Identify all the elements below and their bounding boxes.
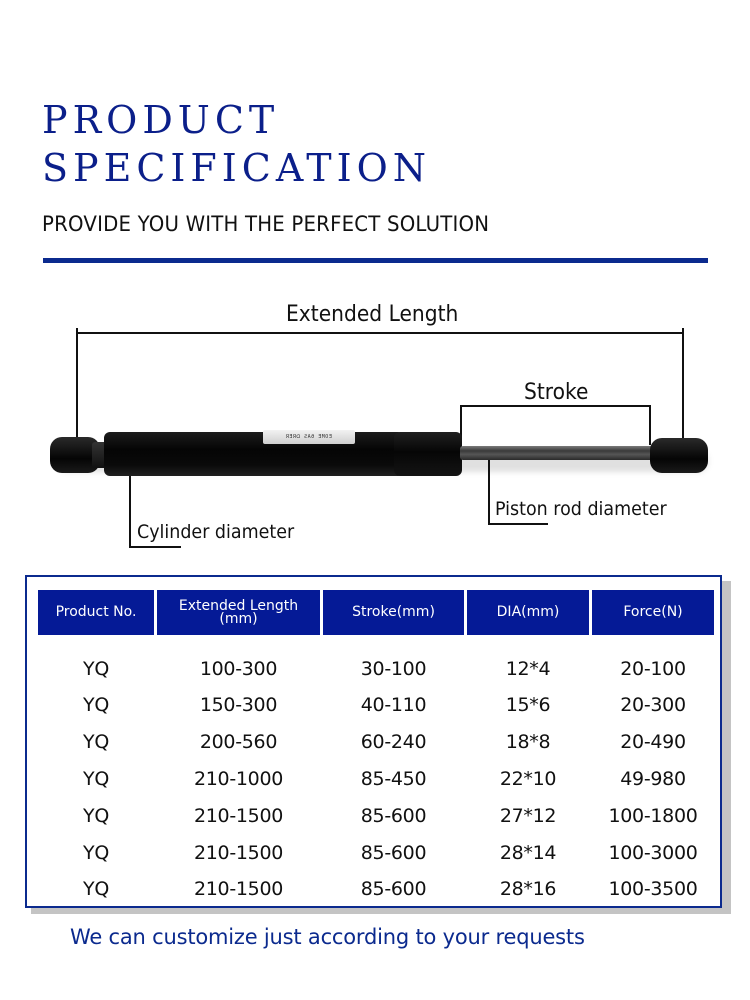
piston-rod-diameter-underline bbox=[488, 523, 548, 525]
cell-product-no: YQ bbox=[83, 841, 109, 864]
cell-dia: 28*16 bbox=[499, 878, 557, 901]
table-row bbox=[27, 871, 720, 908]
table-row bbox=[27, 724, 720, 761]
extended-length-left-tick bbox=[76, 328, 78, 444]
cell-dia: 27*12 bbox=[499, 804, 557, 827]
piston-rod bbox=[460, 446, 656, 460]
cylinder-diameter-underline bbox=[129, 546, 181, 548]
column-header-label: Force(N) bbox=[623, 604, 683, 620]
piston-rod-diameter-label: Piston rod diameter bbox=[495, 498, 667, 520]
cell-product-no: YQ bbox=[83, 804, 109, 827]
gas-spring-diagram bbox=[0, 290, 750, 570]
cylinder-end-sleeve bbox=[394, 432, 462, 476]
page-subtitle: PROVIDE YOU WITH THE PERFECT SOLUTION bbox=[42, 212, 490, 236]
cell-product-no: YQ bbox=[83, 657, 109, 680]
column-header-label: DIA(mm) bbox=[496, 604, 560, 620]
cell-dia: 28*14 bbox=[499, 841, 557, 864]
cell-force: 100-3500 bbox=[608, 878, 698, 901]
cylinder-diameter-leader bbox=[129, 476, 131, 548]
column-header-unit: (mm) bbox=[219, 610, 258, 627]
title-divider bbox=[43, 258, 708, 263]
cell-stroke: 85-600 bbox=[360, 878, 427, 901]
cell-dia: 18*8 bbox=[505, 731, 551, 754]
cell-product-no: YQ bbox=[83, 731, 109, 754]
cell-extended-length: 150-300 bbox=[199, 694, 278, 717]
cell-product-no: YQ bbox=[83, 878, 109, 901]
cell-dia: 22*10 bbox=[499, 767, 557, 790]
page-title-line-1: PRODUCT bbox=[42, 98, 280, 142]
cell-dia: 15*6 bbox=[505, 694, 551, 717]
column-header-dia bbox=[467, 590, 589, 635]
cell-extended-length: 210-1500 bbox=[193, 804, 284, 827]
page-title-line-2: SPECIFICATION bbox=[42, 146, 432, 190]
column-header-force bbox=[592, 590, 714, 635]
table-row bbox=[27, 687, 720, 724]
column-header-label: Stroke(mm) bbox=[352, 604, 435, 620]
cell-force: 20-300 bbox=[620, 694, 686, 717]
cell-extended-length: 210-1500 bbox=[193, 878, 284, 901]
stroke-right-tick bbox=[649, 405, 651, 445]
extended-length-label: Extended Length bbox=[286, 302, 459, 327]
column-header-extended-length bbox=[157, 590, 320, 635]
cell-extended-length: 100-300 bbox=[199, 657, 278, 680]
table-row bbox=[27, 650, 720, 687]
cell-force: 20-100 bbox=[620, 657, 686, 680]
spec-table bbox=[25, 575, 722, 908]
column-header-stroke bbox=[323, 590, 464, 635]
cell-stroke: 30-100 bbox=[360, 657, 427, 680]
column-header-label: Extended Length bbox=[178, 597, 299, 614]
cell-force: 49-980 bbox=[620, 767, 686, 790]
cell-stroke: 40-110 bbox=[360, 694, 427, 717]
cell-dia: 12*4 bbox=[505, 657, 551, 680]
cell-extended-length: 200-560 bbox=[199, 731, 278, 754]
right-end-fitting bbox=[650, 438, 708, 473]
stroke-line bbox=[460, 405, 651, 407]
stroke-label: Stroke bbox=[524, 380, 589, 405]
table-row bbox=[27, 834, 720, 871]
cylinder-body bbox=[104, 432, 404, 476]
piston-rod-diameter-leader bbox=[488, 460, 490, 525]
extended-length-right-tick bbox=[682, 328, 684, 442]
column-header-product-no bbox=[38, 590, 154, 635]
cell-product-no: YQ bbox=[83, 767, 109, 790]
cell-force: 100-3000 bbox=[608, 841, 698, 864]
cell-extended-length: 210-1000 bbox=[193, 767, 284, 790]
column-header-label: Product No. bbox=[55, 604, 137, 620]
cell-product-no: YQ bbox=[83, 694, 109, 717]
cell-stroke: 85-600 bbox=[360, 804, 427, 827]
extended-length-line bbox=[76, 332, 683, 334]
cell-stroke: 60-240 bbox=[360, 731, 427, 754]
table-row bbox=[27, 797, 720, 834]
cylinder-diameter-label: Cylinder diameter bbox=[137, 521, 295, 543]
table-row bbox=[27, 760, 720, 797]
cylinder-sticker: ЯƎЯᗡ ƧAƏ ƎMOƎ bbox=[263, 430, 355, 444]
cell-extended-length: 210-1500 bbox=[193, 841, 284, 864]
cell-stroke: 85-600 bbox=[360, 841, 427, 864]
customization-note: We can customize just according to your requests bbox=[70, 925, 585, 949]
cell-force: 20-490 bbox=[620, 731, 686, 754]
cell-force: 100-1800 bbox=[608, 804, 698, 827]
cell-stroke: 85-450 bbox=[360, 767, 427, 790]
